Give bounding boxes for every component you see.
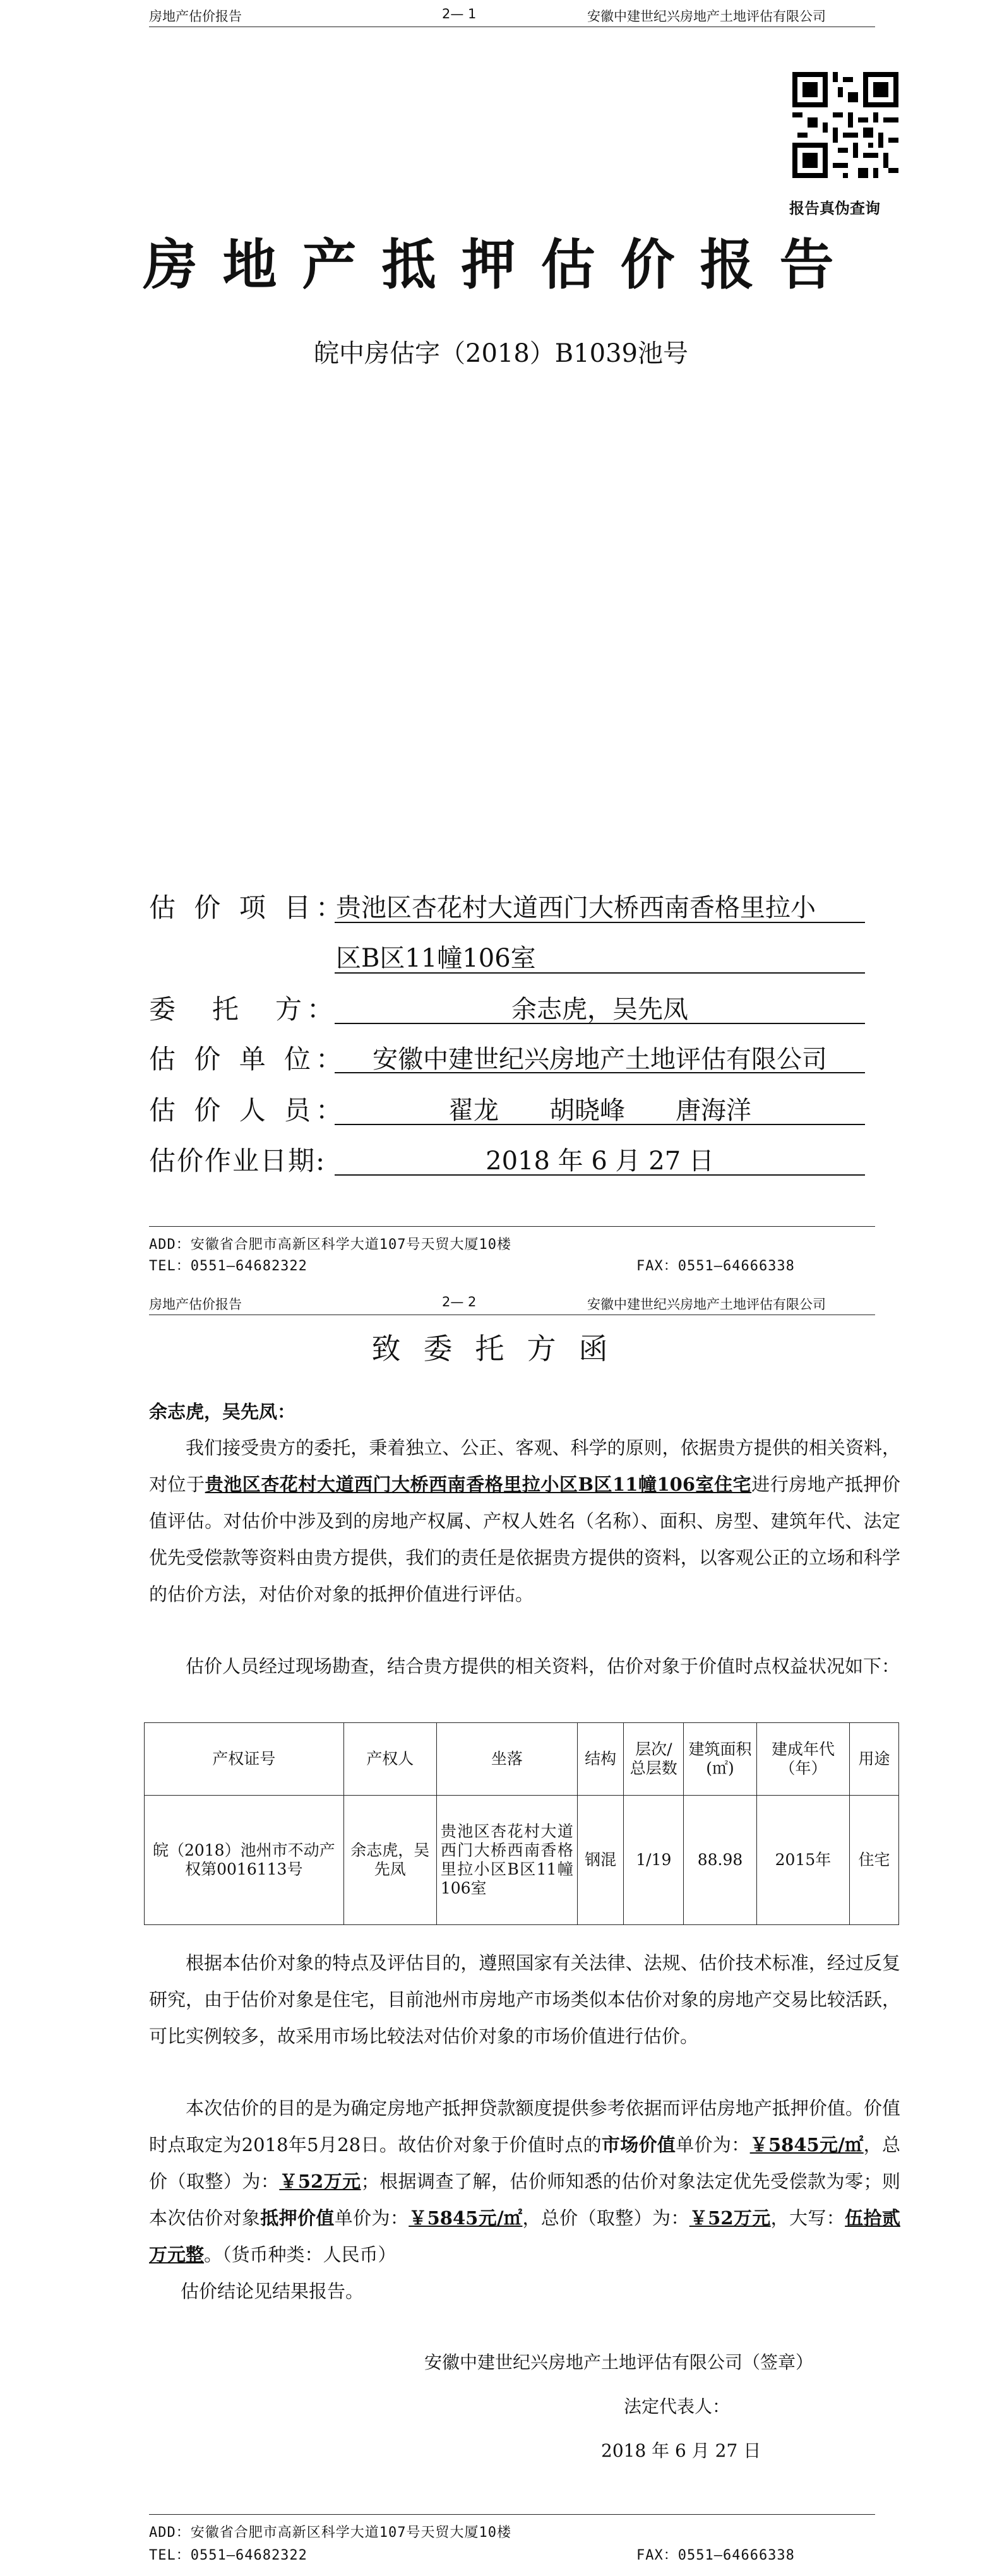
client-value: 余志虎，吴先凤 xyxy=(511,995,688,1024)
footer-rule xyxy=(149,1226,875,1227)
mortgage-total-price: ￥52万元 xyxy=(689,2207,771,2229)
table-cell: 88.98 xyxy=(684,1796,757,1925)
staff-label: 估 价 人 员： xyxy=(149,1095,348,1126)
page-number: 2— 2 xyxy=(442,1294,477,1309)
letter-title: 致委托方函 xyxy=(371,1332,631,1366)
table-cell: 余志虎，吴先凤 xyxy=(343,1796,436,1925)
page-header-right: 安徽中建世纪兴房地产土地评估有限公司 xyxy=(587,1297,826,1312)
table-cell: 钢混 xyxy=(577,1796,624,1925)
table-cell: 贵池区杏花村大道西门大桥西南香格里拉小区B区11幢106室 xyxy=(436,1796,577,1925)
footer-tel: TEL：0551—64682322 xyxy=(149,2548,307,2563)
table-header-cell: 建筑面积(㎡) xyxy=(684,1723,757,1796)
market-unit-price: ￥5845元/㎡ xyxy=(749,2134,864,2156)
project-underline-2 xyxy=(335,972,865,974)
paragraph-5: 估价结论见结果报告。 xyxy=(181,2281,364,2302)
date-value: 2018 年 6 月 27 日 xyxy=(486,1147,714,1176)
mortgage-unit-price: ￥5845元/㎡ xyxy=(409,2207,523,2229)
table-header-cell: 层次/总层数 xyxy=(624,1723,684,1796)
salutation: 余志虎，吴先凤： xyxy=(149,1401,296,1422)
footer-tel: TEL：0551—64682322 xyxy=(149,1258,307,1274)
table-cell: 1/19 xyxy=(624,1796,684,1925)
unit-underline xyxy=(335,1072,865,1073)
table-cell: 皖（2018）池州市不动产权第0016113号 xyxy=(145,1796,344,1925)
page-header-left: 房地产估价报告 xyxy=(149,1297,242,1312)
paragraph-4: 本次估价的目的是为确定房地产抵押贷款额度提供参考依据而评估房地产抵押价值。价值时点取定为2018年5月28日。故估价对象于价值时点的市场价值单价为：￥5845元/㎡，总价（取整）为：￥52万元；根据调查了解，估价师知悉的估价对象法定优先受偿款为零；则本次估价对象抵押价值单价为：￥5845元/㎡，总价（取整）为：￥52万元，大写：伍拾贰万元整。（货币种类：人民币） xyxy=(149,2097,900,2265)
property-table xyxy=(144,1722,899,1925)
project-label: 估 价 项 目： xyxy=(149,892,348,923)
table-header-cell: 产权人 xyxy=(343,1723,436,1796)
table-header-cell: 坐落 xyxy=(436,1723,577,1796)
qr-code-icon xyxy=(792,72,898,178)
project-value-line1: 贵池区杏花村大道西门大桥西南香格里拉小 xyxy=(336,893,816,922)
report-number: 皖中房估字（2018）B1039池号 xyxy=(314,339,688,368)
footer-rule xyxy=(149,2514,875,2515)
market-total-price: ￥52万元 xyxy=(279,2171,361,2192)
footer-address: ADD：安徽省合肥市高新区科学大道107号天贸大厦10楼 xyxy=(149,2525,511,2541)
unit-value: 安徽中建世纪兴房地产土地评估有限公司 xyxy=(373,1045,827,1074)
project-value-line2: 区B区11幢106室 xyxy=(336,944,536,973)
table-header-cell: 建成年代（年） xyxy=(756,1723,849,1796)
page-header-left: 房地产估价报告 xyxy=(149,9,242,24)
staff-underline xyxy=(335,1124,865,1125)
paragraph-1: 我们接受贵方的委托，秉着独立、公正、客观、科学的原则，依据贵方提供的相关资料，对位于贵池区杏花村大道西门大桥西南香格里拉小区B区11幢106室住宅进行房地产抵押价值评估。对估价中涉及到的房地产权属、产权人姓名（名称）、面积、房型、建筑年代、法定优先受偿款等资料由贵方提供，我们的责任是依据贵方提供的资料，以客观公正的立场和科学的估价方法，对估价对象的抵押价值进行评估。 xyxy=(149,1437,900,1605)
client-underline xyxy=(335,1023,865,1024)
date-underline xyxy=(335,1174,865,1176)
signature-date: 2018 年 6 月 27 日 xyxy=(601,2440,761,2461)
paragraph-2: 估价人员经过现场勘查，结合贵方提供的相关资料，估价对象于价值时点权益状况如下： xyxy=(186,1655,900,1677)
report-title: 房地产抵押估价报告 xyxy=(143,233,859,297)
legal-representative: 法定代表人： xyxy=(624,2396,731,2417)
paragraph-3: 根据本估价对象的特点及评估目的，遵照国家有关法律、法规、估价技术标准，经过反复研究，由于估价对象是住宅，目前池州市房地产市场类似本估价对象的房地产交易比较活跃，可比实例较多，故采用市场比较法对估价对象的市场价值进行估价。 xyxy=(149,1952,900,2047)
table-cell: 2015年 xyxy=(756,1796,849,1925)
total-in-words: 伍拾贰万元整 xyxy=(149,2207,900,2265)
page-header-right: 安徽中建世纪兴房地产土地评估有限公司 xyxy=(587,9,826,24)
client-label: 委 托 方： xyxy=(149,994,339,1025)
signature-company: 安徽中建世纪兴房地产土地评估有限公司（签章） xyxy=(424,2352,814,2373)
table-cell: 住宅 xyxy=(850,1796,899,1925)
project-underline-1 xyxy=(335,922,865,923)
property-address: 贵池区杏花村大道西门大桥西南香格里拉小区B区11幢106室住宅 xyxy=(205,1474,752,1495)
footer-fax: FAX：0551—64666338 xyxy=(636,1258,795,1274)
table-header-row xyxy=(145,1723,899,1796)
unit-label: 估 价 单 位： xyxy=(149,1044,348,1075)
date-label: 估价作业日期: xyxy=(149,1145,326,1176)
table-row xyxy=(145,1796,899,1925)
table-header-cell: 产权证号 xyxy=(145,1723,344,1796)
staff-value: 翟龙 胡晓峰 唐海洋 xyxy=(448,1096,751,1125)
table-header-cell: 结构 xyxy=(577,1723,624,1796)
table-header-cell: 用途 xyxy=(850,1723,899,1796)
footer-fax: FAX：0551—64666338 xyxy=(636,2548,795,2563)
page-number: 2— 1 xyxy=(442,6,477,21)
qr-caption: 报告真伪查询 xyxy=(789,199,880,217)
footer-address: ADD：安徽省合肥市高新区科学大道107号天贸大厦10楼 xyxy=(149,1237,511,1253)
